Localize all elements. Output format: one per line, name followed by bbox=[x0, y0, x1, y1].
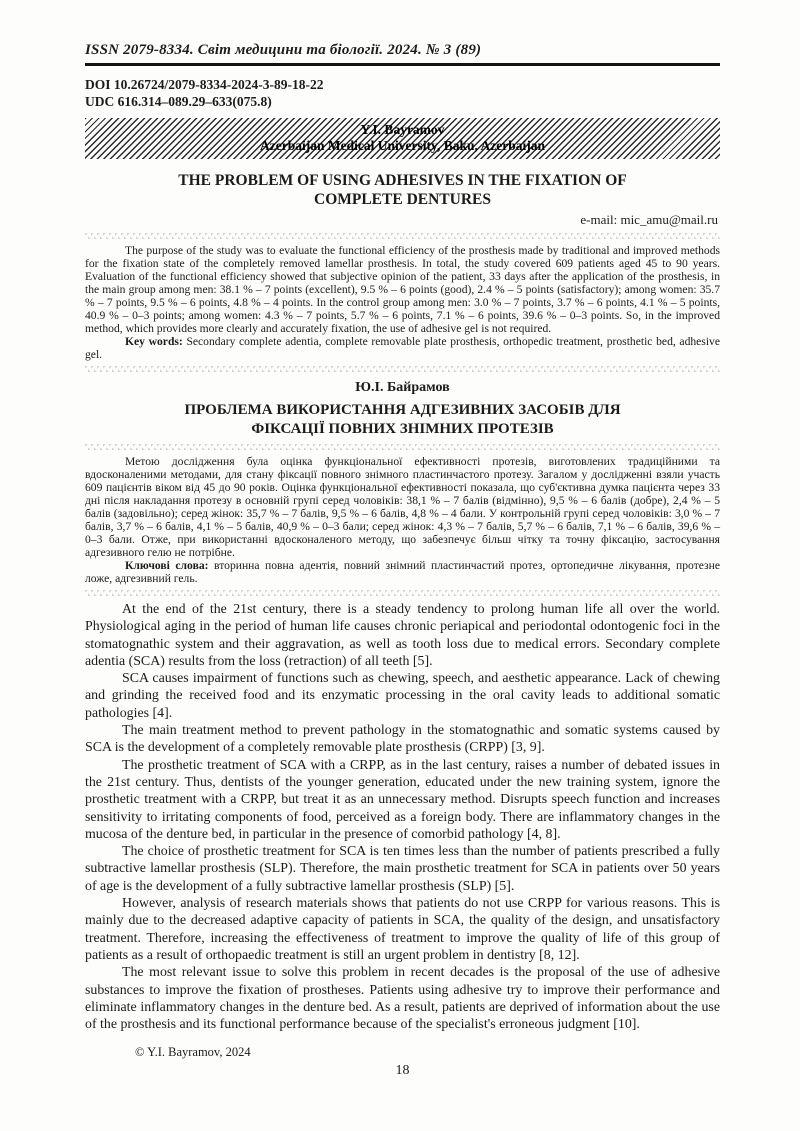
author-affiliation-band bbox=[85, 118, 720, 159]
page-header bbox=[85, 42, 720, 110]
page-footer bbox=[85, 1045, 720, 1079]
copyright-line: © Y.I. Bayramov, 2024 bbox=[135, 1045, 251, 1060]
article-body bbox=[85, 601, 720, 1033]
keywords-ukrainian bbox=[85, 559, 720, 585]
zigzag-divider bbox=[85, 366, 720, 372]
body-paragraph: SCA causes impairment of functions such as chewing, speech, and aesthetic appearance. Lack of chewing and grinding the received food and its enzymatic processing in the oral cavity leads to additional somatic pathologies [4]. bbox=[85, 671, 720, 721]
article-title-english: THE PROBLEM OF USING ADHESIVES IN THE FIXATION OF COMPLETE DENTURES bbox=[178, 172, 627, 208]
body-paragraph: The most relevant issue to solve this problem in recent decades is the proposal of the use of adhesive substances to improve the fixation of prostheses. Patients using adhesive try to improve their performance and eliminate inflammatory changes in the denture bed. As a result, patients are deprived of information about the use of the prosthesis and its functional performance because of the specialist's erroneous judgment [10]. bbox=[85, 965, 720, 1033]
keywords-text-ukrainian: вторинна повна адентія, повний знімний пластинчастий протез, ортопедичне лікування, протезне ложе, адгезивний гель. bbox=[85, 559, 720, 585]
author-email: e-mail: mic_amu@mail.ru bbox=[580, 212, 718, 227]
body-paragraph: The choice of prosthetic treatment for SCA is ten times less than the number of patients prescribed a fully subtractive lamellar prosthesis (SLP). Therefore, the main prosthetic treatment for SCA in patients over 50 years of age is the development of a fully subtractive lamellar prosthesis (SLP) [5]. bbox=[85, 844, 720, 894]
zigzag-divider bbox=[85, 590, 720, 596]
keywords-text-english: Secondary complete adentia, complete removable plate prosthesis, orthopedic treatment, prosthetic bed, adhesive gel. bbox=[85, 335, 720, 361]
doi-line: DOI 10.26724/2079-8334-2024-3-89-18-22 bbox=[85, 77, 324, 92]
author-name: Y.I. Bayramov bbox=[360, 122, 445, 137]
keywords-label-english: Key words: bbox=[125, 335, 183, 348]
keywords-english bbox=[85, 335, 720, 361]
article-title-ukrainian: ПРОБЛЕМА ВИКОРИСТАННЯ АДГЕЗИВНИХ ЗАСОБІВ ДЛЯ ФІКСАЦІЇ ПОВНИХ ЗНІМНИХ ПРОТЕЗІВ bbox=[184, 402, 621, 437]
body-paragraph: However, analysis of research materials shows that patients do not use CRPP for various reasons. This is mainly due to the decreased adaptive capacity of patients in SCA, the quality of the design, and unsatisfactory treatment. Therefore, increasing the effectiveness of treatment to improve the quality of life of this group of patients as a result of orthopaedic treatment is still an urgent problem in dentistry [8, 12]. bbox=[85, 896, 720, 963]
zigzag-divider bbox=[85, 444, 720, 450]
abstract-english: The purpose of the study was to evaluate the functional efficiency of the prosthesis made by traditional and improved methods for the fixation state of the completely removed lamellar prosthesis. In total, the study covered 609 patients aged 45 to 90 years. Evaluation of the functional efficiency showed that subjective opinion of the patient, 33 days after the application of the prosthesis, in the main group among men: 38.1 % – 7 points (excellent), 9.5 % – 6 points (good), 2.4 % – 5 points (satisfactory); among women: 35.7 % – 7 points, 9.5 % – 6 points, 4.8 % – 4 points. In the control group among men: 3.0 % – 7 points, 3.7 % – 6 points, 4.1 % – 5 points, 40.9 % – 0–3 points; among women: 4.3 % – 7 points, 5.7 % – 6 points, 7.1 % – 6 points, 39.6 % – 0–3 points. So, in the improved method, which provides more clearly and accurately fixation, the use of adhesive gel is not required. bbox=[85, 244, 720, 335]
zigzag-divider bbox=[85, 233, 720, 239]
author-affiliation: Azerbaijan Medical University, Baku, Azerbaijan bbox=[260, 138, 545, 153]
body-paragraph: The prosthetic treatment of SCA with a CRPP, as in the last century, raises a number of debated issues in the 21st century. Thus, dentists of the younger generation, educated under the new training system, ignore the prosthetic treatment with a CRPP, but treat it as an unnecessary method. Disrupts speech function and increases sensitivity to irritating components of food, perceived as a foreign body. There are inflammatory changes in the mucosa of the denture bed, in particular in the presence of comorbid pathology [4, 8]. bbox=[85, 757, 720, 842]
author-name-ukrainian: Ю.І. Байрамов bbox=[355, 380, 450, 395]
body-paragraph: At the end of the 21st century, there is a steady tendency to prolong human life all over the world. Physiological aging in the period of human life causes chronic periapical and periodontal odontogenic foci in the stomatognathic system and their aggravation, as well as tooth loss due to medical errors. Secondary complete adentia (SCA) results from the loss (retraction) of all teeth [5]. bbox=[85, 602, 720, 669]
abstract-ukrainian: Метою дослідження була оцінка функціональної ефективності протезів, виготовлених традиційними та вдосконаленими методами, для стану фіксації повного знімного пластинчастого протезу. Загалом у дослідженні взяли участь 609 пацієнтів віком від 45 до 90 років. Оцінка функціональної ефективності показала, що суб'єктивна думка пацієнта через 33 дні після накладання протезу в основній групі серед чоловіків: 38,1 % – 7 балів (відмінно), 9,5 % – 6 балів (добре), 2,4 % – 5 балів (задовільно); серед жінок: 35,7 % – 7 балів, 9,5 % – 6 балів, 4,8 % – 4 бали. У контрольній групі серед чоловіків: 3,0 % – 7 балів, 3,7 % – 6 балів, 4,1 % – 5 балів, 40,9 % – 0–3 бали; серед жінок: 4,3 % – 7 балів, 5,7 % – 6 балів, 7,1 % – 6 балів, 39,6 % – 0–3 бали. Отже, при використанні вдосконаленого методу, що забезпечує більш чітку та точну фіксацію, застосування адгезивного гелю не потрібне. bbox=[85, 455, 720, 559]
page-number: 18 bbox=[395, 1063, 410, 1079]
keywords-label-ukrainian: Ключові слова: bbox=[125, 559, 209, 572]
body-paragraph: The main treatment method to prevent pathology in the stomatognathic and somatic systems caused by SCA is the development of a completely removable plate prosthesis (CRPP) [3, 9]. bbox=[85, 723, 720, 756]
udc-line: UDC 616.314–089.29–633(075.8) bbox=[85, 94, 272, 109]
journal-header: ISSN 2079-8334. Світ медицини та біології. 2024. № 3 (89) bbox=[85, 42, 720, 66]
